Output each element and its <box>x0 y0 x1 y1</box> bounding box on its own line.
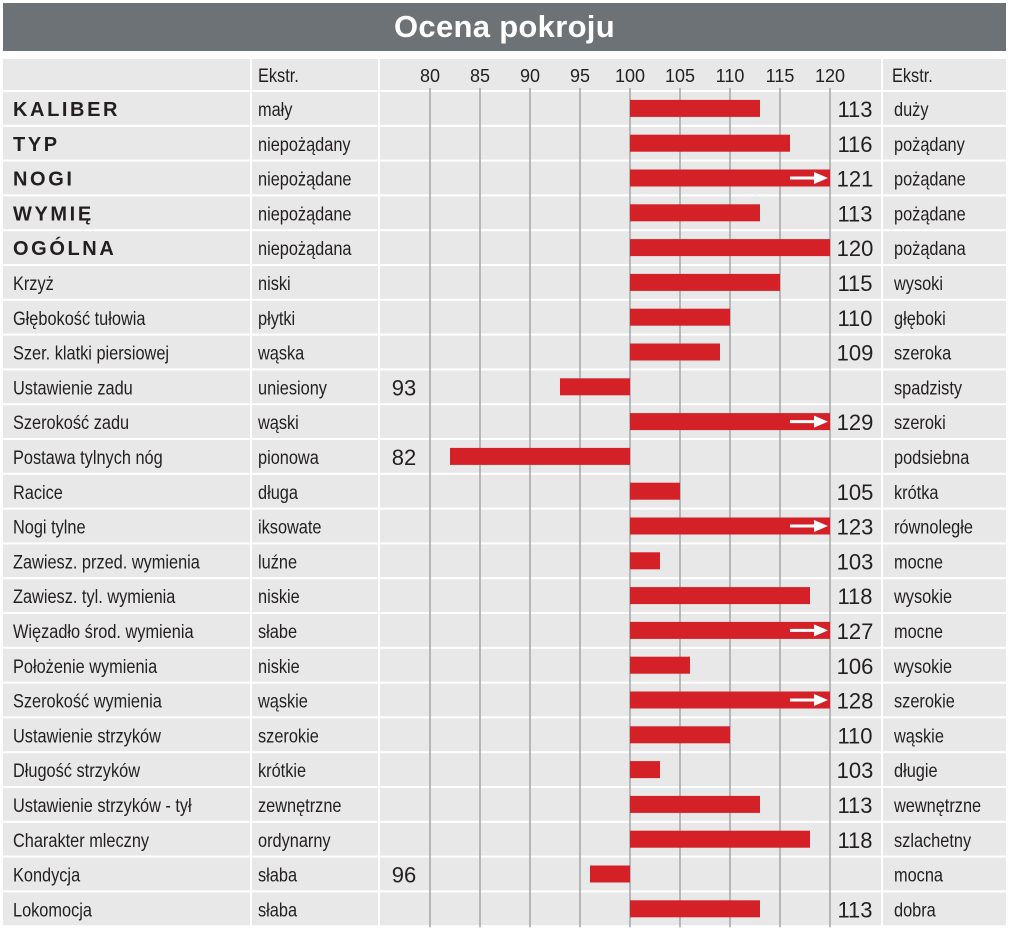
header-left-extreme: Ekstr. <box>258 64 299 87</box>
high-extreme-label: wewnętrzne <box>893 794 982 817</box>
bar <box>630 483 680 500</box>
low-extreme-label: niski <box>258 272 291 295</box>
trait-label: Ustawienie strzyków <box>12 725 161 747</box>
low-extreme-label: uniesiony <box>258 377 327 399</box>
high-extreme-label: duży <box>893 98 929 121</box>
value-label: 115 <box>837 271 873 296</box>
value-label: 110 <box>837 305 873 331</box>
trait-label: NOGI <box>13 168 75 191</box>
value-label: 82 <box>391 445 417 470</box>
bar <box>630 204 760 221</box>
high-extreme-label: pożądane <box>893 168 966 190</box>
column-separator <box>378 59 380 927</box>
trait-label: Racice <box>12 481 63 504</box>
low-extreme-label: wąskie <box>258 690 308 712</box>
x-tick-label: 115 <box>765 66 795 86</box>
value-label: 128 <box>836 688 874 714</box>
low-extreme-label: luźne <box>258 551 298 573</box>
value-label: 103 <box>836 758 874 784</box>
row-bg <box>3 858 1006 891</box>
trait-label: WYMIĘ <box>13 203 94 226</box>
x-tick-label: 105 <box>664 66 696 86</box>
trait-label: Postawa tylnych nóg <box>12 446 163 469</box>
bar <box>590 866 630 883</box>
low-extreme-label: ordynarny <box>258 829 331 852</box>
header-row-bg <box>3 59 1006 90</box>
high-extreme-label: wysokie <box>893 655 953 678</box>
value-label: 110 <box>837 723 873 749</box>
trait-label: Kondycja <box>12 864 81 886</box>
value-label: 105 <box>836 479 874 505</box>
high-extreme-label: krótka <box>893 481 939 504</box>
trait-label: Zawiesz. przed. wymienia <box>12 551 200 573</box>
trait-label: Położenie wymienia <box>12 655 158 678</box>
trait-label: Głębokość tułowia <box>12 307 146 330</box>
x-tick-label: 80 <box>419 66 441 86</box>
column-separator <box>250 59 252 927</box>
bar <box>630 726 730 743</box>
low-extreme-label: zewnętrzne <box>258 794 342 817</box>
trait-label: Więzadło środ. wymienia <box>12 620 194 643</box>
high-extreme-label: wysokie <box>893 586 953 608</box>
x-tick-label: 85 <box>469 66 491 86</box>
value-label: 113 <box>837 897 873 923</box>
trait-label: Ustawienie zadu <box>12 377 133 399</box>
high-extreme-label: szerokie <box>893 690 955 712</box>
low-extreme-label: pionowa <box>258 446 319 469</box>
value-label: 103 <box>836 549 874 575</box>
x-tick-label: 100 <box>614 66 646 86</box>
trait-label: Szerokość zadu <box>12 412 130 434</box>
bar <box>630 100 760 117</box>
low-extreme-label: krótkie <box>258 760 307 782</box>
high-extreme-label: szeroka <box>893 342 952 364</box>
value-label: 113 <box>837 201 873 227</box>
trait-label: Charakter mleczny <box>12 829 150 852</box>
high-extreme-label: pożądana <box>893 238 966 260</box>
low-extreme-label: słaba <box>258 864 298 886</box>
chart-title: Ocena pokroju <box>394 9 615 44</box>
value-label: 116 <box>837 131 873 157</box>
bar <box>630 309 730 326</box>
low-extreme-label: niepożądany <box>258 133 351 156</box>
low-extreme-label: niskie <box>258 655 300 678</box>
high-extreme-label: podsiebna <box>893 446 970 469</box>
trait-label: Szer. klatki piersiowej <box>12 342 170 364</box>
x-tick-label: 110 <box>715 66 745 86</box>
x-tick-label: 90 <box>519 66 541 86</box>
trait-label: Ustawienie strzyków - tył <box>12 794 192 817</box>
high-extreme-label: pożądane <box>893 203 966 225</box>
value-label: 93 <box>391 375 417 401</box>
trait-label: TYP <box>13 133 60 156</box>
value-label: 127 <box>836 619 874 644</box>
value-label: 123 <box>836 514 874 540</box>
column-separator <box>881 59 883 927</box>
value-label: 109 <box>836 340 874 366</box>
trait-label: KALIBER <box>13 99 121 121</box>
value-label: 121 <box>836 166 874 192</box>
high-extreme-label: mocna <box>893 864 944 886</box>
trait-label: Lokomocja <box>12 899 92 921</box>
x-tick-label: 95 <box>569 66 591 86</box>
trait-label: OGÓLNA <box>13 238 117 261</box>
x-tick-label: 120 <box>814 66 846 86</box>
low-extreme-label: mały <box>258 98 293 121</box>
low-extreme-label: wąski <box>258 412 299 434</box>
high-extreme-label: długie <box>893 760 938 782</box>
bar <box>630 552 660 569</box>
bar <box>630 657 690 674</box>
low-extreme-label: niepożądana <box>258 238 352 260</box>
trait-label: Długość strzyków <box>12 760 141 782</box>
value-label: 96 <box>391 862 417 888</box>
value-label: 113 <box>837 793 873 818</box>
trait-label: Nogi tylne <box>12 516 86 538</box>
value-label: 118 <box>837 584 873 610</box>
bar <box>560 378 630 395</box>
high-extreme-label: równoległe <box>893 516 973 538</box>
value-label: 113 <box>837 97 873 122</box>
high-extreme-label: mocne <box>893 620 944 643</box>
high-extreme-label: głęboki <box>893 307 946 330</box>
low-extreme-label: niepożądane <box>258 168 352 190</box>
bar <box>630 587 810 604</box>
high-extreme-label: wysoki <box>893 272 943 295</box>
high-extreme-label: szlachetny <box>893 829 972 852</box>
high-extreme-label: wąskie <box>893 725 944 747</box>
high-extreme-label: pożądany <box>893 133 965 156</box>
bar <box>630 900 760 917</box>
bar <box>630 239 830 256</box>
trait-label: Krzyż <box>12 272 54 295</box>
value-label: 120 <box>836 236 874 262</box>
bar <box>630 796 760 813</box>
value-label: 118 <box>837 827 873 853</box>
low-extreme-label: niskie <box>258 586 300 608</box>
high-extreme-label: szeroki <box>893 412 946 434</box>
low-extreme-label: szerokie <box>258 725 319 747</box>
low-extreme-label: słaba <box>258 899 298 921</box>
low-extreme-label: słabe <box>258 620 298 643</box>
low-extreme-label: płytki <box>258 307 296 330</box>
row-bg <box>3 370 1006 403</box>
trait-label: Zawiesz. tyl. wymienia <box>12 586 176 608</box>
bar <box>630 831 810 848</box>
value-label: 129 <box>836 410 874 436</box>
high-extreme-label: dobra <box>893 899 936 921</box>
bar <box>450 448 630 465</box>
trait-label: Szerokość wymienia <box>12 690 162 712</box>
low-extreme-label: niepożądane <box>258 203 352 225</box>
low-extreme-label: wąska <box>258 342 305 364</box>
header-right-extreme: Ekstr. <box>892 64 933 87</box>
bar <box>630 344 720 361</box>
low-extreme-label: iksowate <box>258 516 322 538</box>
bar <box>630 274 780 291</box>
high-extreme-label: spadzisty <box>893 377 963 399</box>
low-extreme-label: długa <box>258 481 298 504</box>
bar <box>630 135 790 152</box>
high-extreme-label: mocne <box>893 551 944 573</box>
bar <box>630 761 660 778</box>
value-label: 106 <box>836 653 874 679</box>
